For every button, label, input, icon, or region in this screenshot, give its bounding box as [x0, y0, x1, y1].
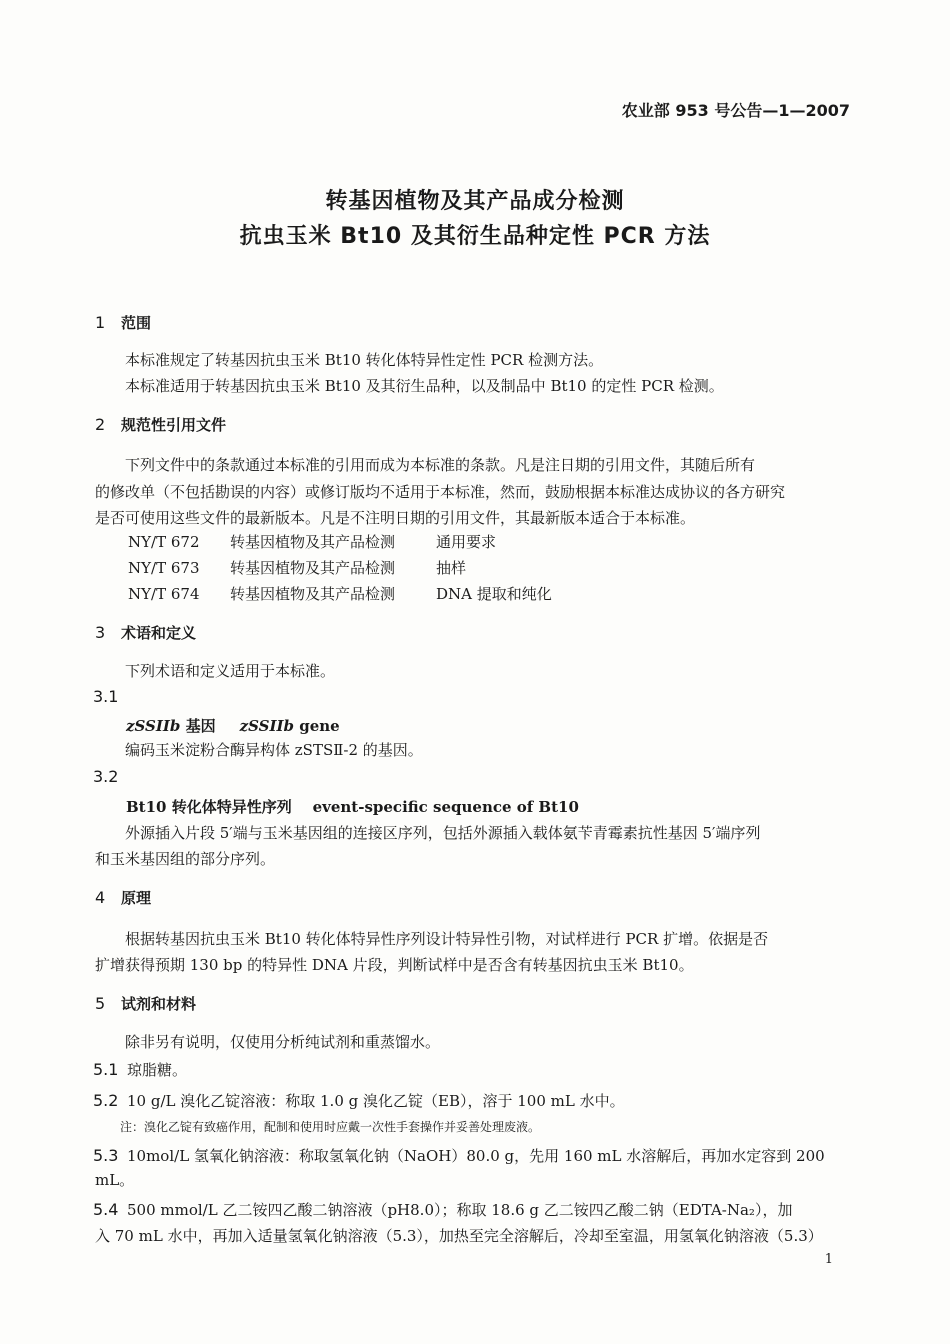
section-number: 4 [95, 888, 106, 907]
clause-number: 5.1 [93, 1060, 119, 1079]
section-title: 试剂和材料 [121, 995, 197, 1013]
clause-number: 5.4 [93, 1200, 119, 1219]
reference-item [128, 583, 552, 604]
section-2-heading [95, 414, 226, 435]
paragraph: 除非另有说明，仅使用分析纯试剂和重蒸馏水。 [125, 1033, 441, 1051]
reference-name: 转基因植物及其产品检测 [230, 533, 396, 551]
reference-topic: 通用要求 [436, 533, 497, 551]
list-item [93, 1090, 625, 1111]
reference-item [128, 531, 496, 552]
term-definition-line: 和玉米基因组的部分序列。 [95, 850, 276, 868]
list-item [93, 1059, 187, 1080]
section-3-heading [95, 622, 196, 643]
list-item [93, 1145, 825, 1166]
item-text-line: mL。 [95, 1171, 135, 1189]
reference-code: NY/T 673 [128, 559, 200, 577]
section-number: 2 [95, 415, 106, 434]
term-en-rest: gene [293, 717, 340, 735]
reference-topic: 抽样 [436, 559, 467, 577]
reference-name: 转基因植物及其产品检测 [230, 585, 396, 603]
section-title: 范围 [121, 314, 152, 332]
paragraph: 下列术语和定义适用于本标准。 [125, 662, 336, 680]
item-text-line: 入 70 mL 水中，再加入适量氢氧化钠溶液（5.3），加热至完全溶解后，冷却至室温，用氢氧化钠溶液（5.3） [95, 1227, 823, 1245]
clause-number: 5.3 [93, 1146, 119, 1165]
section-number: 1 [95, 313, 106, 332]
term-heading: Bt10 转化体特异性序列 event-specific sequence of Bt10 [126, 798, 579, 816]
item-text: 10mol/L 氢氧化钠溶液：称取氢氧化钠（NaOH）80.0 g，先用 160 mL 水溶解后，再加水定容到 200 [127, 1147, 825, 1165]
paragraph: 本标准适用于转基因抗虫玉米 Bt10 及其衍生品种，以及制品中 Bt10 的定性 PCR 检测。 [125, 377, 724, 395]
clause-number: 5.2 [93, 1091, 119, 1110]
document-id: 农业部 953 号公告—1—2007 [621, 101, 850, 120]
reference-code: NY/T 674 [128, 585, 200, 603]
term-italic: zSSIIb [126, 717, 181, 735]
title-line-2: 抗虫玉米 Bt10 及其衍生品种定性 PCR 方法 [239, 224, 711, 249]
page-number: 1 [824, 1252, 833, 1267]
reference-code: NY/T 672 [128, 533, 200, 551]
section-1-heading [95, 312, 151, 333]
section-5-heading [95, 993, 196, 1014]
clause-number: 3.1 [93, 687, 119, 706]
section-title: 原理 [121, 889, 152, 907]
section-4-heading [95, 887, 151, 908]
reference-topic: DNA 提取和纯化 [436, 585, 552, 603]
item-text: 500 mmol/L 乙二铵四乙酸二钠溶液（pH8.0）；称取 18.6 g 乙二铵四乙酸二钠（EDTA-Na₂），加 [127, 1201, 793, 1219]
title-line-1: 转基因植物及其产品成分检测 [325, 189, 625, 214]
term-heading [126, 715, 340, 736]
paragraph-line: 根据转基因抗虫玉米 Bt10 转化体特异性序列设计特异性引物，对试样进行 PCR 扩增。依据是否 [125, 930, 769, 948]
term-rest: 基因 [180, 717, 216, 735]
note: 注：溴化乙锭有致癌作用，配制和使用时应戴一次性手套操作并妥善处理废液。 [120, 1120, 541, 1134]
paragraph-line: 是否可使用这些文件的最新版本。凡是不注明日期的引用文件，其最新版本适合于本标准。 [95, 509, 696, 527]
section-number: 3 [95, 623, 106, 642]
clause-number: 3.2 [93, 767, 119, 786]
section-title: 术语和定义 [121, 624, 197, 642]
term-definition-line: 外源插入片段 5′端与玉米基因组的连接区序列，包括外源插入载体氨苄青霉素抗性基因 5′端序列 [125, 824, 761, 842]
list-item [93, 1199, 792, 1220]
paragraph-line: 扩增获得预期 130 bp 的特异性 DNA 片段，判断试样中是否含有转基因抗虫玉米 Bt10。 [95, 956, 694, 974]
paragraph-line: 的修改单（不包括勘误的内容）或修订版均不适用于本标准，然而，鼓励根据本标准达成协议的各方研究 [95, 483, 786, 501]
term-en-italic: zSSIIb [239, 717, 294, 735]
paragraph-line: 下列文件中的条款通过本标准的引用而成为本标准的条款。凡是注日期的引用文件，其随后所有 [125, 456, 756, 474]
section-number: 5 [95, 994, 106, 1013]
term-definition: 编码玉米淀粉合酶异构体 zSTSⅡ-2 的基因。 [125, 741, 423, 759]
reference-name: 转基因植物及其产品检测 [230, 559, 396, 577]
item-text: 10 g/L 溴化乙锭溶液：称取 1.0 g 溴化乙锭（EB），溶于 100 mL 水中。 [127, 1092, 625, 1110]
reference-item [128, 557, 466, 578]
item-text: 琼脂糖。 [127, 1061, 188, 1079]
section-title: 规范性引用文件 [121, 416, 227, 434]
paragraph: 本标准规定了转基因抗虫玉米 Bt10 转化体特异性定性 PCR 检测方法。 [125, 351, 604, 369]
